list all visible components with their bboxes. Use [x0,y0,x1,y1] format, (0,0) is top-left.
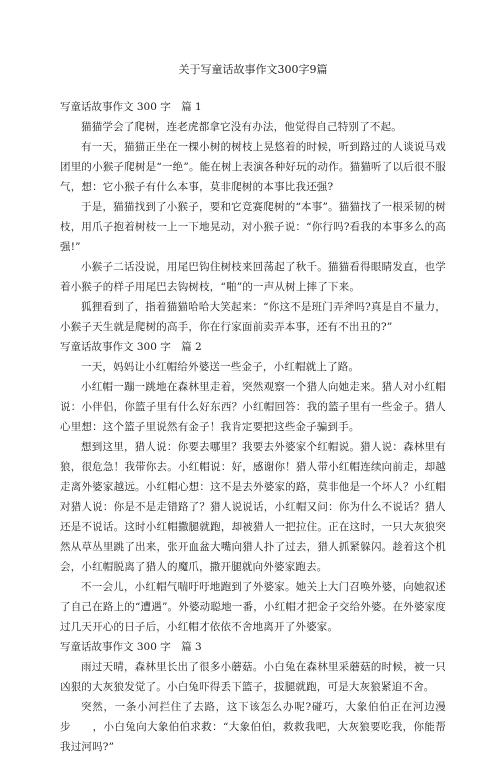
paragraph: 不一会儿，小红帽气喘吁吁地跑到了外婆家。她关上大门召唤外婆，向她叙述了自己在路上的“遭遇”。外婆动聪地一番，小红帽才把金子交给外婆。在外婆家度过几天开心的日子后，小红帽才依依不舍地离开了外婆家。 [60,581,446,633]
paragraph: 狐狸看到了，指着猫猫哈哈大笑起来：“你这不是班门弄斧吗?真是自不量力，小猴子天生就是爬树的高手，你在行家面前卖弄本事，还有不出丑的?” [60,301,446,333]
paragraph: 猫猫学会了爬树，连老虎都拿它没有办法，他觉得自己特别了不起。 [81,121,402,133]
section-heading: 写童话故事作文 300 字 篇 3 [60,641,202,653]
paragraph: 突然，一条小河拦住了去路，这下该怎么办呢?碰巧，大象伯伯正在河边漫步 ，小白兔向大象伯伯求救：“大象伯伯，救救我吧，大灰狼要吃我，你能帮我过河吗?” [60,701,446,753]
paragraph: 小猴子二话没说，用尾巴钩住树枝来回荡起了秋千。猫猫看得眼睛发直，也学着小猴子的样子用尾巴去钩树枝，“啪”的一声从树上摔了下来。 [60,261,446,293]
paragraph: 有一天，猫猫正坐在一棵小树的树枝上晃悠着的时候，听到路过的人谈说马戏团里的小猴子爬树是“一绝”。能在树上表演各种好玩的动作。猫猫听了以后很不服气，想：它小猴子有什么本事，莫非爬树的本事比我还强? [60,141,446,193]
section-2 [60,337,446,637]
section-3 [60,637,446,757]
section-1 [60,97,446,337]
paragraph: 一天，妈妈让小红帽给外婆送一些金子，小红帽就上了路。 [81,361,360,373]
section-heading: 写童话故事作文 300 字 篇 1 [60,101,202,113]
paragraph: 雨过天晴，森林里长出了很多小蘑菇。小白兔在森林里采蘑菇的时候，被一只凶狠的大灰狼发觉了。小白兔吓得丢下篮子，拔腿就跑，可是大灰狼紧追不舍。 [60,661,446,693]
paragraph: 小红帽一蹦一跳地在森林里走着，突然观察一个猎人向她走来。猎人对小红帽说：小伴侣，你篮子里有什么好东西？小红帽回答：我的篮子里有一些金子。猎人心里想：这个篮子里说然有金子！我肯定要把这些金子骗到手。 [60,381,446,433]
paragraph: 于是，猫猫找到了小猴子，要和它竞赛爬树的“本事”。猫猫找了一根采韧的树枝，用爪子抱着树枝一上一下地晃动，对小猴子说：“你行吗?看我的本事多么的高强!” [60,201,446,253]
document-title: 关于写童话故事作文300字9篇 [178,63,328,76]
section-heading: 写童话故事作文 300 字 篇 2 [60,341,202,353]
paragraph: 想到这里，猎人说：你要去哪里？我要去外婆家个红帽说。猎人说：森林里有狼，很危急！我带你去。小红帽说：好，感谢你！猎人带小红帽连续向前走，却越走离外婆家越远。小红帽心想：这不是去外婆家的路，莫非他是一个坏人？小红帽对猎人说：你是不是走错路了？猎人说说话，小红帽又问：你为什么不说话？猎人还是不说话。这时小红帽撒腿就跑，却被猎人一把拉住。正在这时，一只大灰狼突然从草丛里跳了出来，张开血盆大嘴向猎人扑了过去，猎人抓紧躲闪。趁着这个机会，小红帽脱离了猎人的魔爪，撒开腿就向外婆家跑去。 [60,441,446,573]
